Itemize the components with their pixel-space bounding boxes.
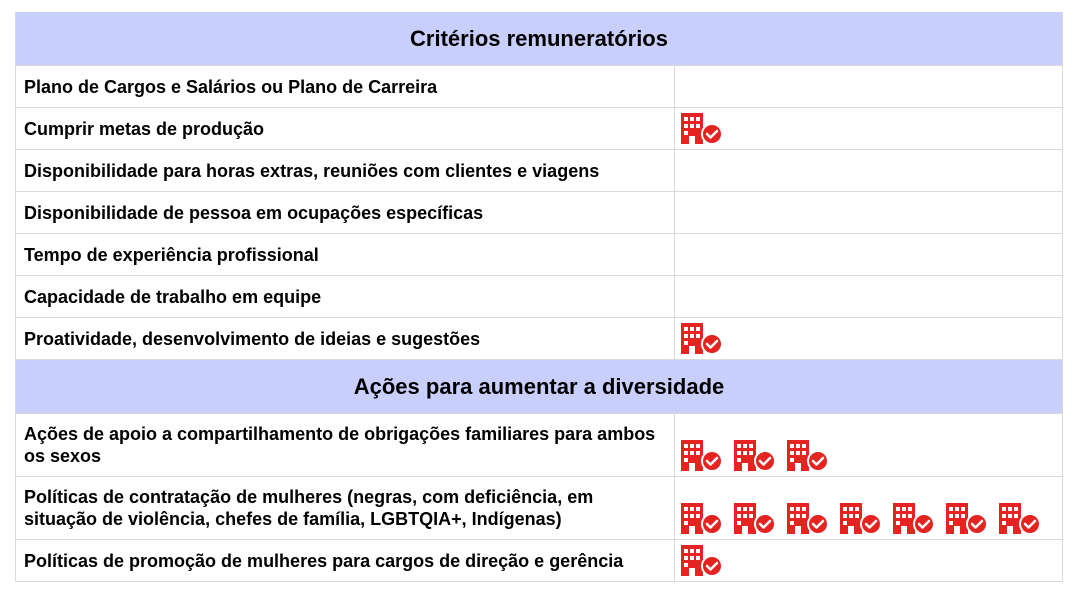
row-icons xyxy=(675,192,1062,233)
row-label: Cumprir metas de produção xyxy=(16,108,675,149)
table-row xyxy=(16,150,1062,192)
section-header: Ações para aumentar a diversidade xyxy=(16,360,1062,414)
company-check-icon xyxy=(681,439,723,472)
criteria-table xyxy=(15,12,1063,582)
row-icons xyxy=(675,234,1062,275)
row-icons xyxy=(675,108,1062,149)
table-row xyxy=(16,276,1062,318)
company-check-icon xyxy=(840,502,882,535)
section-rows xyxy=(16,414,1062,582)
row-label: Plano de Cargos e Salários ou Plano de Carreira xyxy=(16,66,675,107)
row-label: Políticas de promoção de mulheres para cargos de direção e gerência xyxy=(16,540,675,581)
section-header: Critérios remuneratórios xyxy=(16,12,1062,66)
table-row xyxy=(16,477,1062,540)
company-check-icon xyxy=(681,112,723,145)
row-icons xyxy=(675,66,1062,107)
table-row xyxy=(16,66,1062,108)
row-label: Tempo de experiência profissional xyxy=(16,234,675,275)
row-icons xyxy=(675,414,1062,476)
row-label: Ações de apoio a compartilhamento de obrigações familiares para ambos os sexos xyxy=(16,414,675,476)
table-row xyxy=(16,414,1062,477)
company-check-icon xyxy=(681,502,723,535)
company-check-icon xyxy=(734,439,776,472)
table-row xyxy=(16,318,1062,360)
row-icons xyxy=(675,276,1062,317)
table-row xyxy=(16,108,1062,150)
row-icons xyxy=(675,150,1062,191)
table-row xyxy=(16,234,1062,276)
row-icons xyxy=(675,477,1062,539)
company-check-icon xyxy=(681,544,723,577)
row-label: Políticas de contratação de mulheres (negras, com deficiência, em situação de violência, chefes de família, LGBTQIA+, Indígenas) xyxy=(16,477,675,539)
company-check-icon xyxy=(734,502,776,535)
row-label: Proatividade, desenvolvimento de ideias e sugestões xyxy=(16,318,675,359)
section-remuneration xyxy=(16,12,1062,360)
company-check-icon xyxy=(946,502,988,535)
section-diversity xyxy=(16,360,1062,582)
company-check-icon xyxy=(681,322,723,355)
row-label: Disponibilidade para horas extras, reuniões com clientes e viagens xyxy=(16,150,675,191)
row-label: Capacidade de trabalho em equipe xyxy=(16,276,675,317)
section-rows xyxy=(16,66,1062,360)
company-check-icon xyxy=(999,502,1041,535)
company-check-icon xyxy=(787,502,829,535)
row-icons xyxy=(675,540,1062,581)
table-row xyxy=(16,540,1062,582)
row-label: Disponibilidade de pessoa em ocupações específicas xyxy=(16,192,675,233)
company-check-icon xyxy=(893,502,935,535)
table-row xyxy=(16,192,1062,234)
row-icons xyxy=(675,318,1062,359)
company-check-icon xyxy=(787,439,829,472)
